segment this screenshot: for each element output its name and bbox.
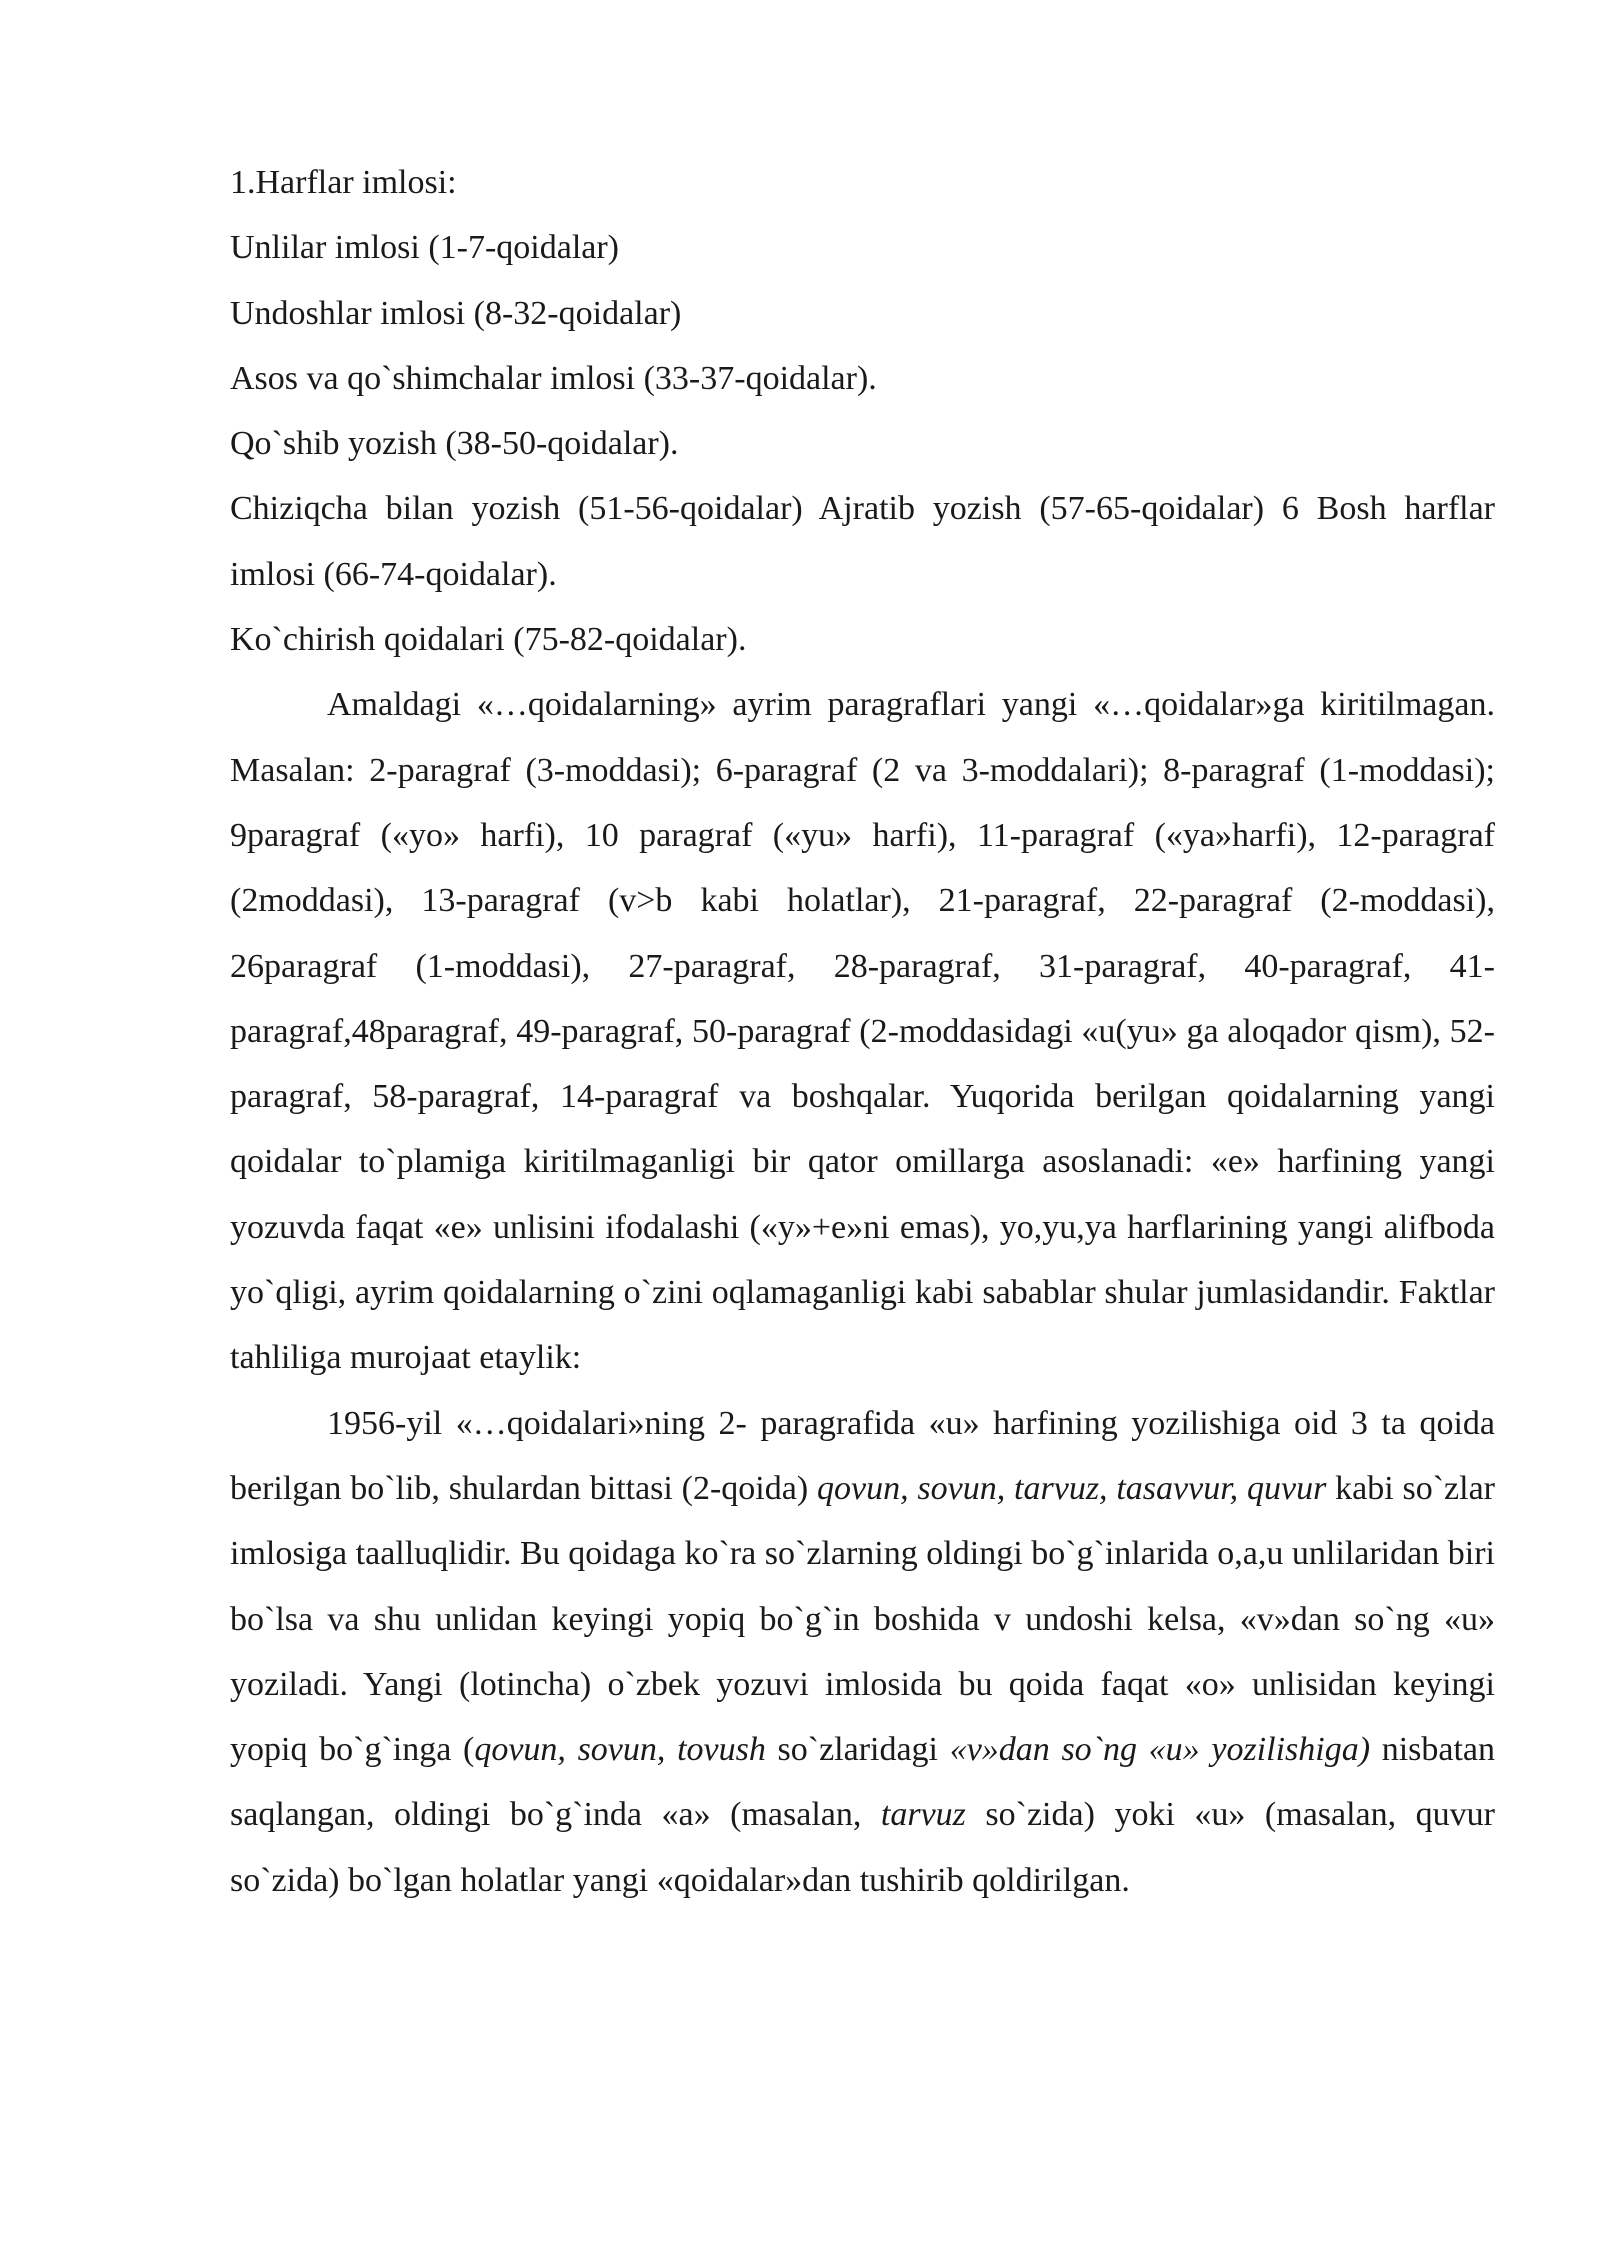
paragraph-2-text: so`zlaridagi bbox=[765, 1731, 950, 1769]
paragraph-2-text: so`zida) yoki «u» (masalan, quvur so`zida) bo`lgan holatlar yangi «qoidalar»dan tushirib qoldirilgan. bbox=[230, 1796, 1495, 1899]
list-item: Asos va qo`shimchalar imlosi (33-37-qoidalar). bbox=[230, 359, 877, 397]
paragraph-2-italic: qovun, sovun, tovush bbox=[474, 1731, 766, 1769]
paragraph-1: Amaldagi «…qoidalarning» ayrim paragraflari yangi «…qoidalar»ga kiritilmagan. Masalan: 2-paragraf (3-moddasi); 6-paragraf (2 va 3-moddalari); 8-paragraf (1-moddasi); 9paragraf («yo» harfi), 10 paragraf («yu» harfi), 11-paragraf («ya»harfi), 12-paragraf (2moddasi), 13-paragraf (v>b kabi holatlar), 21-paragraf, 22-paragraf (2-moddasi), 26paragraf (1-moddasi), 27-paragraf, 28-paragraf, 31-paragraf, 40-paragraf, 41-paragraf,48paragraf, 49-paragraf, 50-paragraf (2-moddasidagi «u(yu» ga aloqador qism), 52-paragraf, 58-paragraf, 14-paragraf va boshqalar. Yuqorida berilgan qoidalarning yangi qoidalar to`plamiga kiritilmaganligi bir qator omillarga asoslanadi: «e» harfining yangi yozuvda faqat «e» unlisini ifodalashi («y»+e»ni emas), yo,yu,ya harflarining yangi alifboda yo`qligi, ayrim qoidalarning o`zini oqlamaganligi kabi sabablar shular jumlasidandir. Faktlar tahliliga murojaat etaylik: bbox=[230, 686, 1495, 1377]
paragraph-2-italic: qovun, sovun, tarvuz, tasavvur, quvur bbox=[817, 1469, 1327, 1507]
list-item: Qo`shib yozish (38-50-qoidalar). bbox=[230, 425, 679, 463]
paragraph-2 bbox=[230, 1391, 1495, 1913]
document-page bbox=[230, 150, 1495, 1913]
paragraph-2-text: kabi so`zlar imlosiga taalluqlidir. Bu qoidaga ko`ra so`zlarning oldingi bo`g`inlarida o,a,u unlilaridan biri bo`lsa va shu unlidan keyingi yopiq bo`g`in boshida v undoshi kelsa, «v»dan so`ng «u» yoziladi. Yangi (lotincha) o`zbek yozuvi imlosida bu qoida faqat «o» unlisidan keyingi yopiq bo`g`inga ( bbox=[230, 1469, 1496, 1769]
paragraph-2-italic: «v»dan so`ng «u» yozilishiga) bbox=[949, 1731, 1371, 1769]
list-item: Unlilar imlosi (1-7-qoidalar) bbox=[230, 229, 620, 267]
paragraph-2-italic: tarvuz bbox=[880, 1796, 966, 1834]
paragraph-2-text: nisbatan saqlangan, oldingi bo`g`inda «a» (masalan, bbox=[230, 1731, 1495, 1834]
list-item-combined: Chiziqcha bilan yozish (51-56-qoidalar) Ajratib yozish (57-65-qoidalar) 6 Bosh harflar imlosi (66-74-qoidalar). bbox=[230, 490, 1495, 593]
list-item: Ko`chirish qoidalari (75-82-qoidalar). bbox=[230, 621, 747, 659]
paragraph-2-text: 1956-yil «…qoidalari»ning 2- paragrafida «u» harfining yozilishiga oid 3 ta qoida berilgan bo`lib, shulardan bittasi (2-qoida) bbox=[230, 1404, 1495, 1507]
list-item: 1.Harflar imlosi: bbox=[230, 164, 457, 201]
list-item: Undoshlar imlosi (8-32-qoidalar) bbox=[230, 294, 682, 332]
